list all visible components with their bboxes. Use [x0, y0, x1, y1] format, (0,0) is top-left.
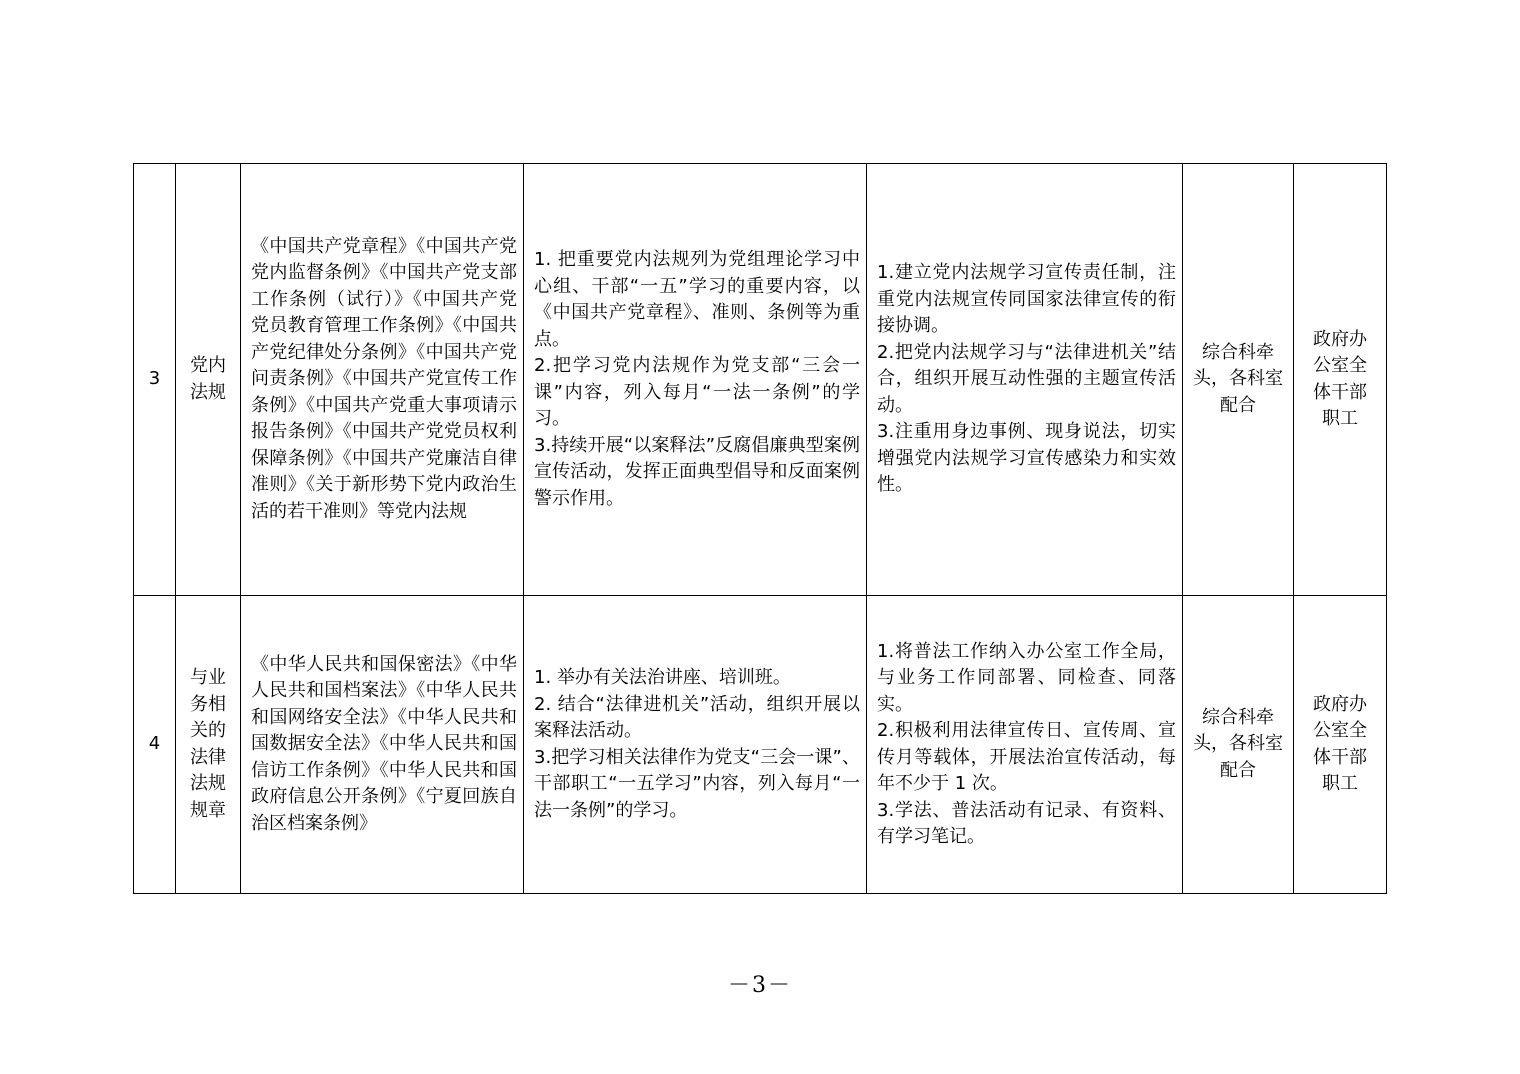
row-number-cell [134, 164, 176, 596]
category-label: 党内法规 [190, 355, 226, 403]
method-cell [524, 164, 867, 596]
responsible-text: 综合科牵头，各科室配合 [1193, 341, 1283, 416]
requirement-item: 3.学法、普法活动有记录、有资料、有学习笔记。 [877, 799, 1176, 847]
plan-table [133, 163, 1387, 894]
method-item: 2.把学习党内法规作为党支部“三会一课”内容，列入每月“一法一条例”的学习。 [534, 355, 860, 429]
row-number: 4 [148, 733, 161, 755]
method-cell [524, 596, 867, 894]
content-text: 《中华人民共和国保密法》《中华人民共和国档案法》《中华人民共和国网络安全法》《中华人民共和国数据安全法》《中华人民共和国信访工作条例》《中华人民共和国政府信息公开条例》《宁夏回族自治区档案条例》 [251, 653, 517, 834]
method-item: 2. 结合“法律进机关”活动，组织开展以案释法活动。 [534, 693, 860, 741]
page-number: －3－ [728, 973, 792, 998]
requirement-item: 1.建立党内法规学习宣传责任制，注重党内法规宣传同国家法律宣传的衔接协调。 [877, 262, 1176, 337]
content-cell [241, 164, 524, 596]
method-item: 1. 把重要党内法规列为党组理论学习中心组、干部“一五”学习的重要内容，以《中国共产党章程》、准则、条例等为重点。 [534, 249, 860, 350]
table-row [134, 164, 1387, 596]
content-text: 《中国共产党章程》《中国共产党党内监督条例》《中国共产党支部工作条例（试行）》《中国共产党党员教育管理工作条例》《中国共产党纪律处分条例》《中国共产党问责条例》《中国共产党宣传工作条例》《中国共产党重大事项请示报告条例》《中国共产党党员权利保障条例》《中国共产党廉洁自律准则》《关于新形势下党内政治生活的若干准则》等党内法规 [251, 235, 517, 522]
target-cell [1294, 596, 1387, 894]
target-cell [1294, 164, 1387, 596]
responsible-text: 综合科牵头，各科室配合 [1193, 706, 1283, 781]
requirement-item: 1.将普法工作纳入办公室工作全局，与业务工作同部署、同检查、同落实。 [877, 640, 1176, 715]
row-number-cell [134, 596, 176, 894]
requirement-item: 2.积极利用法律宣传日、宣传周、宣传月等载体，开展法治宣传活动，每年不少于 1 次。 [877, 720, 1176, 794]
category-label: 与业务相关的法律法规规章 [190, 667, 226, 821]
requirement-item: 2.把党内法规学习与“法律进机关”结合，组织开展互动性强的主题宣传活动。 [877, 341, 1176, 416]
target-text: 政府办公室全体干部职工 [1313, 693, 1367, 794]
requirement-cell [867, 164, 1183, 596]
category-cell [176, 164, 241, 596]
method-item: 1. 举办有关法治讲座、培训班。 [534, 667, 791, 688]
requirement-cell [867, 596, 1183, 894]
content-cell [241, 596, 524, 894]
row-number: 3 [148, 368, 161, 390]
method-item: 3.持续开展“以案释法”反腐倡廉典型案例宣传活动，发挥正面典型倡导和反面案例警示作用。 [534, 434, 860, 509]
method-item: 3.把学习相关法律作为党支“三会一课”、干部职工“一五学习”内容，列入每月“一法一条例”的学习。 [534, 746, 860, 821]
requirement-item: 3.注重用身边事例、现身说法，切实增强党内法规学习宣传感染力和实效性。 [877, 421, 1176, 496]
responsible-cell [1183, 596, 1294, 894]
table-row [134, 596, 1387, 894]
target-text: 政府办公室全体干部职工 [1313, 328, 1367, 429]
responsible-cell [1183, 164, 1294, 596]
category-cell [176, 596, 241, 894]
